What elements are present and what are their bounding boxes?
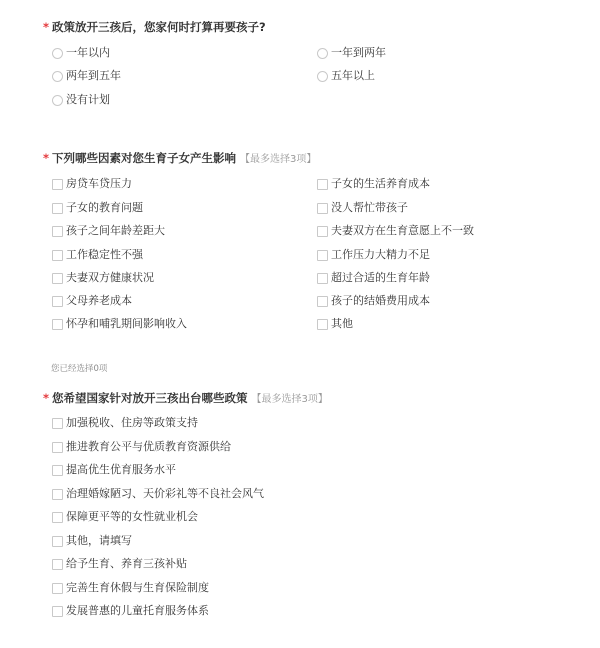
- selected-count: 您已经选择0项: [51, 364, 108, 374]
- q1-option-1[interactable]: [52, 46, 110, 60]
- checkbox[interactable]: [52, 512, 63, 523]
- q1-option-3[interactable]: [52, 69, 121, 83]
- q3-option-5[interactable]: [52, 510, 198, 524]
- question-1-title: [43, 20, 266, 34]
- option-label: 五年以上: [331, 69, 375, 82]
- q3-option-8[interactable]: [52, 581, 209, 595]
- option-label: 孩子的结婚费用成本: [331, 294, 430, 307]
- required-marker: *: [43, 20, 50, 34]
- checkbox[interactable]: [317, 226, 328, 237]
- option-label: 夫妻双方在生育意愿上不一致: [331, 224, 474, 237]
- checkbox[interactable]: [52, 536, 63, 547]
- option-label: 父母养老成本: [66, 294, 132, 307]
- option-label: 没人帮忙带孩子: [331, 201, 408, 214]
- checkbox[interactable]: [52, 319, 63, 330]
- q1-option-4[interactable]: [317, 69, 375, 83]
- checkbox[interactable]: [317, 203, 328, 214]
- checkbox[interactable]: [52, 418, 63, 429]
- option-label: 其他: [331, 317, 353, 330]
- checkbox[interactable]: [52, 179, 63, 190]
- radio-button[interactable]: [52, 71, 63, 82]
- q2-option-9[interactable]: [52, 271, 154, 285]
- q1-option-5[interactable]: [52, 93, 110, 107]
- q2-option-7[interactable]: [52, 248, 143, 262]
- q3-option-1[interactable]: [52, 416, 198, 430]
- checkbox[interactable]: [52, 606, 63, 617]
- checkbox[interactable]: [52, 296, 63, 307]
- option-label: 房贷车贷压力: [66, 177, 132, 190]
- option-label: 超过合适的生育年龄: [331, 271, 430, 284]
- q3-option-6[interactable]: [52, 534, 132, 548]
- option-label: 加强税收、住房等政策支持: [66, 416, 198, 429]
- checkbox[interactable]: [52, 559, 63, 570]
- question-2-text: 下列哪些因素对您生育子女产生影响: [52, 151, 237, 165]
- option-label: 完善生育休假与生育保险制度: [66, 581, 209, 594]
- checkbox[interactable]: [317, 296, 328, 307]
- q2-option-1[interactable]: [52, 177, 132, 191]
- option-label: 夫妻双方健康状况: [66, 271, 154, 284]
- checkbox[interactable]: [52, 465, 63, 476]
- option-label: 提高优生优育服务水平: [66, 463, 176, 476]
- radio-button[interactable]: [52, 95, 63, 106]
- checkbox[interactable]: [317, 319, 328, 330]
- option-label: 没有计划: [66, 93, 110, 106]
- option-label: 一年以内: [66, 46, 110, 59]
- option-label: 推进教育公平与优质教育资源供给: [66, 440, 231, 453]
- q2-option-10[interactable]: [317, 271, 430, 285]
- q3-option-9[interactable]: [52, 604, 209, 618]
- required-marker: *: [43, 151, 50, 165]
- option-label: 工作稳定性不强: [66, 248, 143, 261]
- checkbox[interactable]: [52, 226, 63, 237]
- checkbox[interactable]: [317, 273, 328, 284]
- option-label: 一年到两年: [331, 46, 386, 59]
- question-2-title: [43, 151, 316, 167]
- q3-option-4[interactable]: [52, 487, 264, 501]
- option-label: 工作压力大精力不足: [331, 248, 430, 261]
- question-3-text: 您希望国家针对放开三孩出台哪些政策: [52, 391, 248, 405]
- option-label: 孩子之间年龄差距大: [66, 224, 165, 237]
- q2-option-4[interactable]: [317, 201, 408, 215]
- q2-option-3[interactable]: [52, 201, 143, 215]
- q3-option-2[interactable]: [52, 440, 231, 454]
- radio-button[interactable]: [52, 48, 63, 59]
- option-label: 两年到五年: [66, 69, 121, 82]
- question-3-title: [43, 391, 328, 407]
- checkbox[interactable]: [52, 250, 63, 261]
- option-label: 发展普惠的儿童托育服务体系: [66, 604, 209, 617]
- max-select-hint: 【最多选择3项】: [251, 394, 328, 405]
- q2-option-2[interactable]: [317, 177, 430, 191]
- checkbox[interactable]: [317, 250, 328, 261]
- q2-option-5[interactable]: [52, 224, 165, 238]
- q2-option-8[interactable]: [317, 248, 430, 262]
- q2-option-12[interactable]: [317, 294, 430, 308]
- radio-button[interactable]: [317, 71, 328, 82]
- required-marker: *: [43, 391, 50, 405]
- option-label: 其他，请填写: [66, 534, 132, 547]
- option-label: 怀孕和哺乳期间影响收入: [66, 317, 187, 330]
- q1-option-2[interactable]: [317, 46, 386, 60]
- q2-option-14[interactable]: [317, 317, 353, 331]
- option-label: 保障更平等的女性就业机会: [66, 510, 198, 523]
- checkbox[interactable]: [52, 273, 63, 284]
- checkbox[interactable]: [52, 203, 63, 214]
- option-label: 子女的生活养育成本: [331, 177, 430, 190]
- option-label: 给予生育、养育三孩补贴: [66, 557, 187, 570]
- option-label: 子女的教育问题: [66, 201, 143, 214]
- q3-option-3[interactable]: [52, 463, 176, 477]
- q2-option-13[interactable]: [52, 317, 187, 331]
- checkbox[interactable]: [52, 489, 63, 500]
- q3-option-7[interactable]: [52, 557, 187, 571]
- question-1-text: 政策放开三孩后，您家何时打算再要孩子?: [52, 20, 266, 34]
- max-select-hint: 【最多选择3项】: [240, 154, 317, 165]
- checkbox[interactable]: [52, 583, 63, 594]
- radio-button[interactable]: [317, 48, 328, 59]
- checkbox[interactable]: [317, 179, 328, 190]
- q2-option-6[interactable]: [317, 224, 474, 238]
- option-label: 治理婚嫁陋习、天价彩礼等不良社会风气: [66, 487, 264, 500]
- q2-option-11[interactable]: [52, 294, 132, 308]
- checkbox[interactable]: [52, 442, 63, 453]
